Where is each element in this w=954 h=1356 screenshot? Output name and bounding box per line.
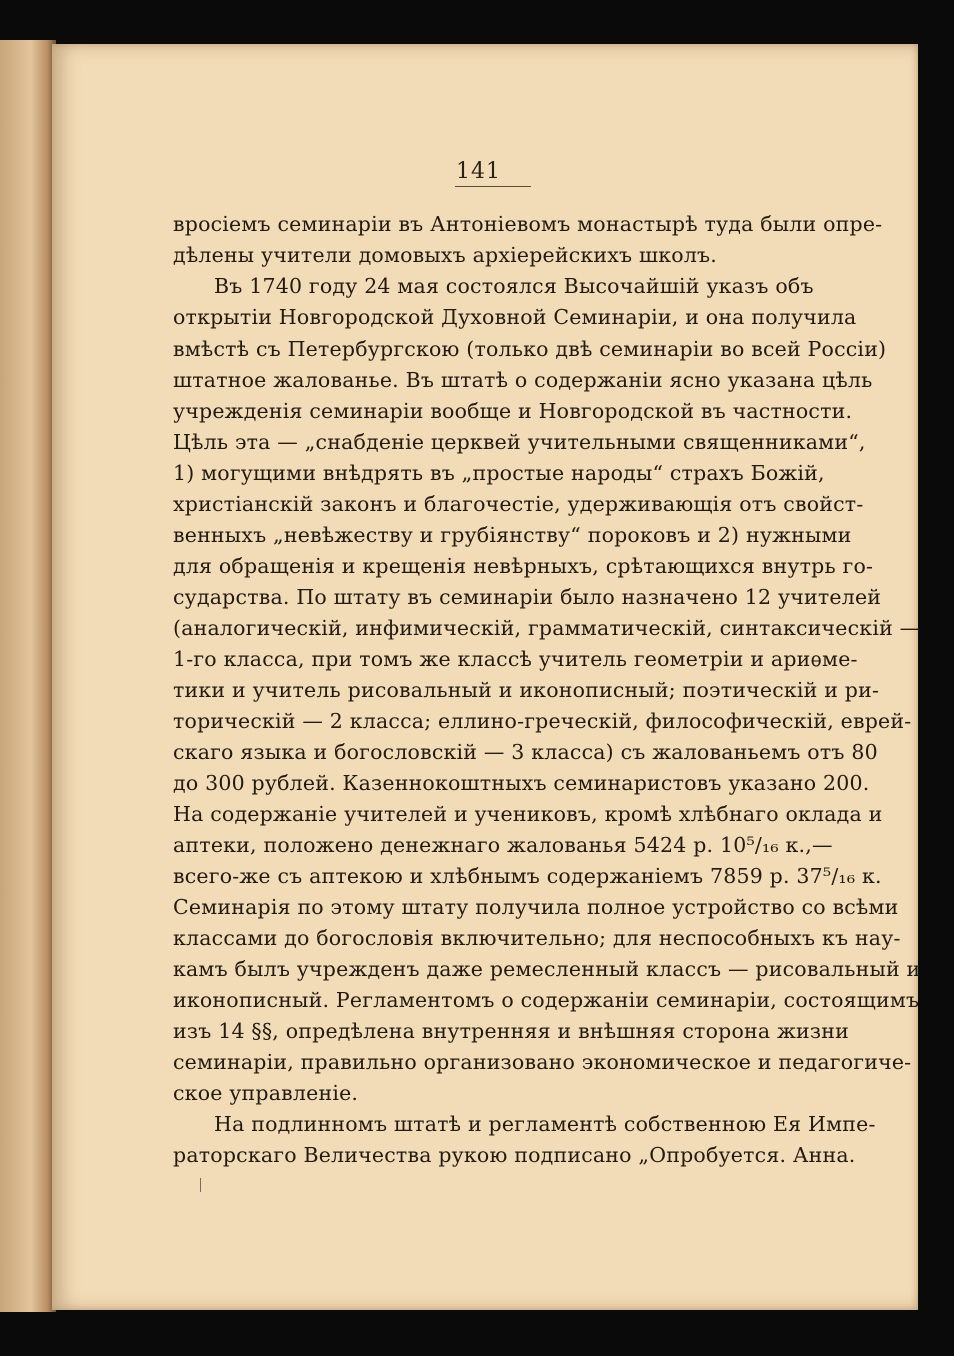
text-line: семинаріи, правильно организовано экономическое и педагогиче- xyxy=(173,1050,912,1074)
text-line: На подлинномъ штатѣ и регламентѣ собственною Ея Импе- xyxy=(214,1112,876,1136)
text-line: (аналогическій, инфимическій, грамматическій, синтаксическій — xyxy=(173,616,921,640)
text-line: дѣлены учители домовыхъ архіерейскихъ школъ. xyxy=(173,243,718,267)
text-line: Въ 1740 году 24 мая состоялся Высочайшій указъ объ xyxy=(214,274,814,298)
text-line: вросіемъ семинаріи въ Антоніевомъ монастырѣ туда были опре- xyxy=(173,212,883,236)
text-line: скаго языка и богословскій — 3 класса) съ жалованьемъ отъ 80 xyxy=(173,740,878,764)
text-line: вмѣстѣ съ Петербургскою (только двѣ семинаріи во всей Россіи) xyxy=(173,337,887,361)
text-line: сударства. По штату въ семинаріи было назначено 12 учителей xyxy=(173,585,882,609)
text-line: тики и учитель рисовальный и иконописный; поэтическій и ри- xyxy=(173,678,880,702)
text-line: 1-го класса, при томъ же классѣ учитель геометріи и ариѳме- xyxy=(173,647,858,671)
text-line: аптеки, положено денежнаго жалованья 5424 р. 10⁵/₁₆ к.,— xyxy=(173,833,833,857)
text-line: раторскаго Величества рукою подписано „Опробуется. Анна. xyxy=(173,1143,856,1167)
text-line: венныхъ „невѣжеству и грубіянству“ пороковъ и 2) нужными xyxy=(173,523,852,547)
text-line: Цѣль эта — „снабденіе церквей учительными священниками“, xyxy=(173,430,866,454)
header-rule xyxy=(455,186,531,187)
page-number: 141 xyxy=(456,159,501,184)
text-line: классами до богословія включительно; для неспособныхъ къ нау- xyxy=(173,926,901,950)
text-line: штатное жалованье. Въ штатѣ о содержаніи ясно указана цѣль xyxy=(173,368,873,392)
text-line: 1) могущими внѣдрять въ „простые народы“ страхъ Божій, xyxy=(173,461,825,485)
text-line: На содержаніе учителей и учениковъ, кромѣ хлѣбнаго оклада и xyxy=(173,802,883,826)
text-line: иконописный. Регламентомъ о содержаніи семинаріи, состоящимъ xyxy=(173,988,920,1012)
text-line: христіанскій законъ и благочестіе, удерживающія отъ свойст- xyxy=(173,492,864,516)
print-mark xyxy=(200,1178,201,1192)
text-line: до 300 рублей. Казеннокоштныхъ семинаристовъ указано 200. xyxy=(173,771,870,795)
text-line: Семинарія по этому штату получила полное устройство со всѣми xyxy=(173,895,899,919)
text-line: изъ 14 §§, опредѣлена внутренняя и внѣшняя сторона жизни xyxy=(173,1019,850,1043)
text-line: камъ былъ учрежденъ даже ремесленный классъ — рисовальный и xyxy=(173,957,921,981)
text-line: открытіи Новгородской Духовной Семинаріи, и она получила xyxy=(173,305,857,329)
text-line: для обращенія и крещенія невѣрныхъ, срѣтающихся внутрь го- xyxy=(173,554,874,578)
text-line: всего-же съ аптекою и хлѣбнымъ содержаніемъ 7859 р. 37⁵/₁₆ к. xyxy=(173,864,882,888)
left-page-edge xyxy=(0,40,56,1312)
text-line: торическій — 2 класса; еллино-греческій, философическій, еврей- xyxy=(173,709,912,733)
text-line: учрежденія семинаріи вообще и Новгородской въ частности. xyxy=(173,399,853,423)
text-line: ское управленіе. xyxy=(173,1081,359,1105)
